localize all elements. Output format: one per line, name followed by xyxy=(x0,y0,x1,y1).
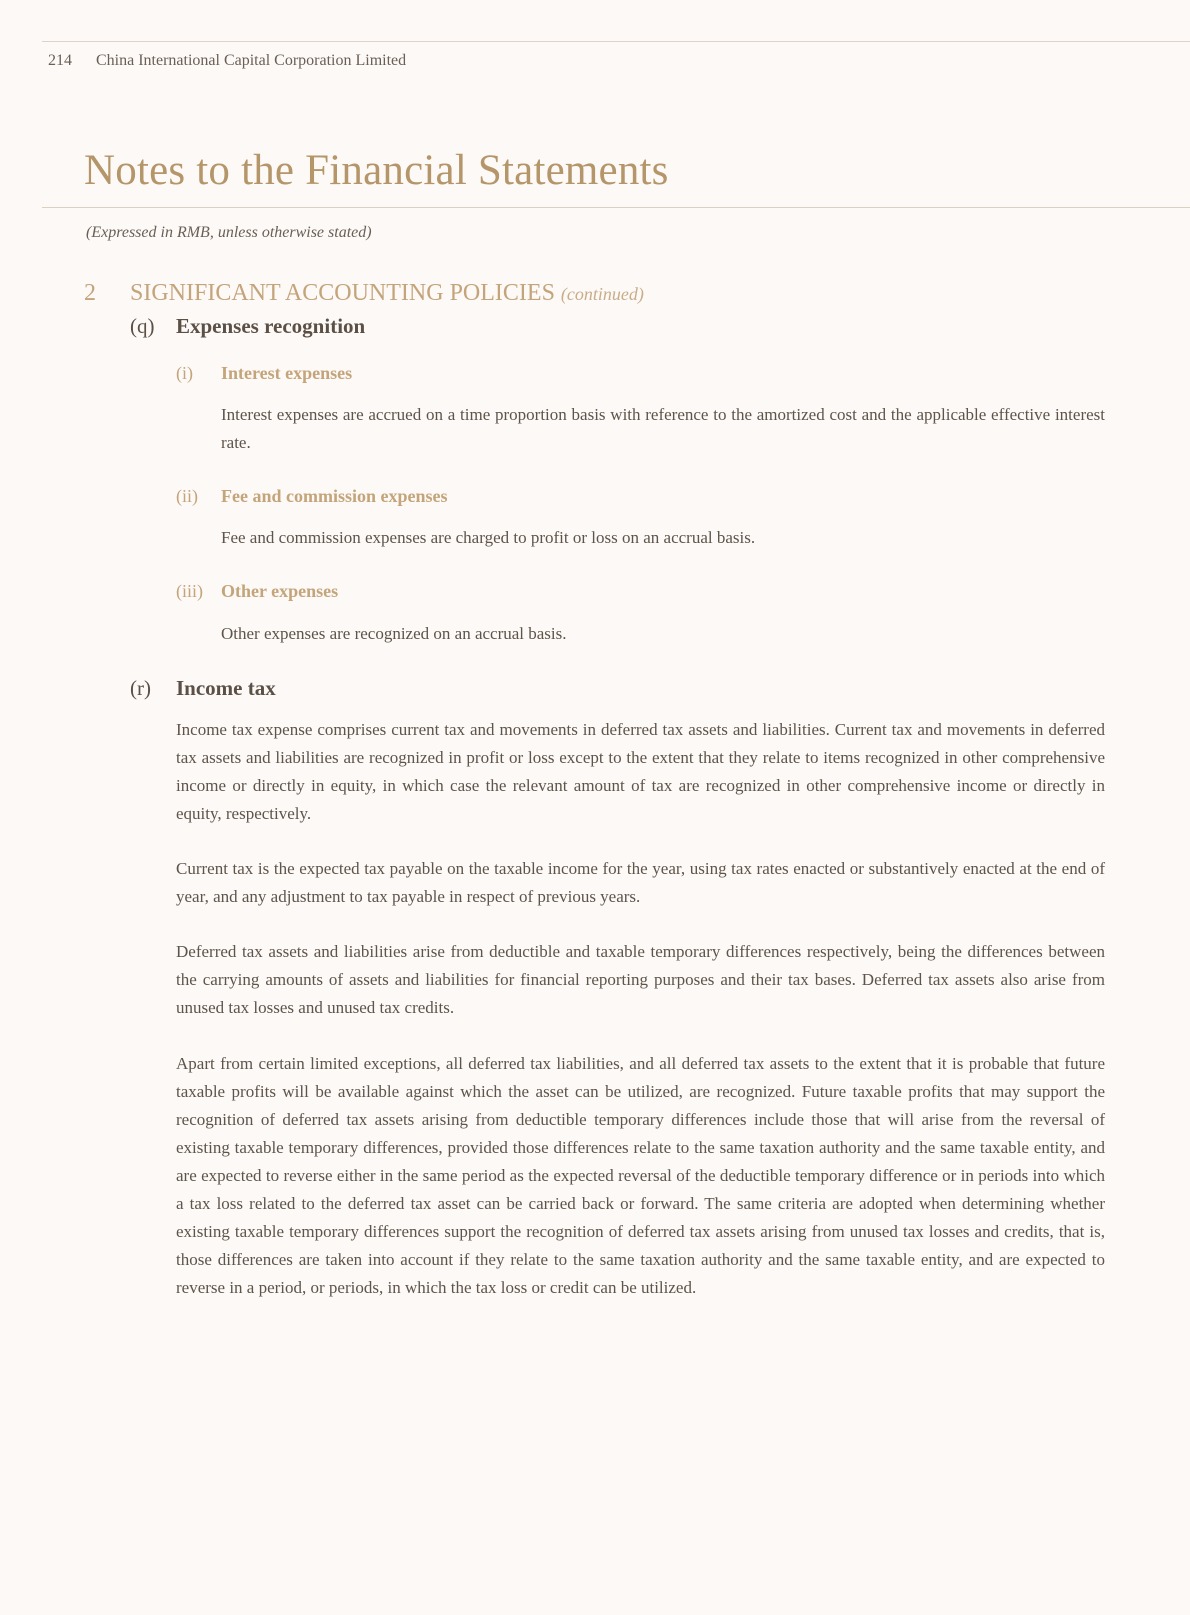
subsection-heading-r xyxy=(130,676,276,701)
item-numeral: (ii) xyxy=(176,486,198,506)
top-rule xyxy=(42,41,1190,42)
paragraph-income-tax-4: Apart from certain limited exceptions, all deferred tax liabilities, and all deferred tax assets to the extent that it is probable that future taxable profits will be available against which the asset can be utilized, are recognized. Future taxable profits that may support the recognition of deferred tax assets arising from deductible temporary differences include those that will arise from the reversal of existing taxable temporary differences, provided those differences relate to the same taxation authority and the same taxable entity, and are expected to reverse either in the same period as the expected reversal of the deductible temporary difference or in periods into which a tax loss related to the deferred tax asset can be carried back or forward. The same criteria are adopted when determining whether existing taxable temporary differences support the recognition of deferred tax assets arising from unused tax losses and credits, that is, those differences are taken into account if they relate to the same taxation authority and the same taxable entity, and are expected to reverse in a period, or periods, in which the tax loss or credit can be utilized. xyxy=(176,1054,1105,1297)
section-continued: (continued) xyxy=(560,284,644,304)
paragraph-income-tax-1: Income tax expense comprises current tax and movements in deferred tax assets and liabilities. Current tax and movements in deferred tax assets and liabilities are recognized in profit or loss except to the extent that they relate to items recognized in other comprehensive income or directly in equity, in which case the relevant amount of tax are recognized in other comprehensive income or directly in equity, respectively. xyxy=(176,720,1105,823)
section-heading xyxy=(84,280,644,307)
page-title: Notes to the Financial Statements xyxy=(84,147,669,194)
item-numeral: (iii) xyxy=(176,581,203,601)
item-numeral: (i) xyxy=(176,363,193,383)
section-title: SIGNIFICANT ACCOUNTING POLICIES xyxy=(130,280,555,306)
item-title: Fee and commission expenses xyxy=(221,486,448,506)
paragraph-other-expenses: Other expenses are recognized on an accrual basis. xyxy=(221,624,567,643)
paragraph-interest-expenses: Interest expenses are accrued on a time proportion basis with reference to the amortized cost and the applicable effective interest rate. xyxy=(221,405,1105,452)
item-heading-fee-commission xyxy=(176,486,448,507)
title-rule xyxy=(42,207,1190,208)
subsection-title: Expenses recognition xyxy=(176,314,366,338)
item-title: Interest expenses xyxy=(221,363,353,383)
running-header xyxy=(48,52,406,70)
item-title: Other expenses xyxy=(221,581,339,601)
section-number: 2 xyxy=(84,280,96,306)
item-heading-interest-expenses xyxy=(176,363,352,384)
company-name: China International Capital Corporation Limited xyxy=(96,52,407,69)
subsection-title: Income tax xyxy=(176,676,276,700)
subsection-heading-q xyxy=(130,314,365,339)
subsection-letter: (q) xyxy=(130,314,155,338)
currency-note: (Expressed in RMB, unless otherwise stated) xyxy=(86,224,372,241)
paragraph-income-tax-3: Deferred tax assets and liabilities arise from deductible and taxable temporary differences respectively, being the differences between the carrying amounts of assets and liabilities for financial reporting purposes and their tax bases. Deferred tax assets also arise from unused tax losses and unused tax credits. xyxy=(176,942,1105,1017)
paragraph-fee-commission: Fee and commission expenses are charged to profit or loss on an accrual basis. xyxy=(221,528,756,547)
item-heading-other-expenses xyxy=(176,581,338,602)
subsection-letter: (r) xyxy=(130,676,151,700)
page-number: 214 xyxy=(48,52,72,69)
paragraph-income-tax-2: Current tax is the expected tax payable on the taxable income for the year, using tax rates enacted or substantively enacted at the end of year, and any adjustment to tax payable in respect of previous years. xyxy=(176,859,1105,906)
